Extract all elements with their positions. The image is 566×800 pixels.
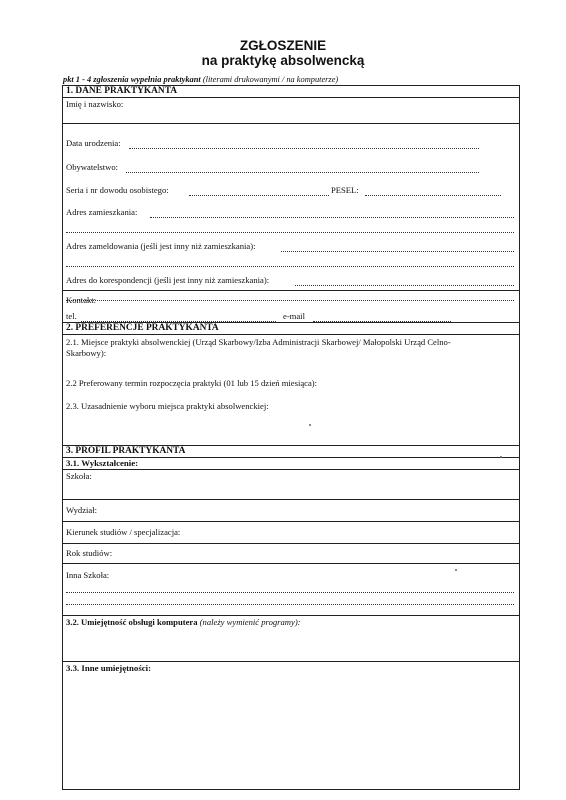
justification-label: 2.3. Uzasadnienie wyboru miejsca praktyki absolwenckiej: — [66, 401, 269, 411]
education-header-row — [63, 458, 519, 470]
school-row[interactable] — [63, 470, 519, 500]
start-date-label: 2.2 Preferowany termin rozpoczęcia praktyki (01 lub 15 dzień miesiąca): — [66, 378, 318, 388]
section-2-header-row — [63, 323, 519, 335]
email-label: e-mail — [283, 311, 305, 321]
other-school-field-line-2[interactable] — [66, 604, 514, 605]
contact-row — [63, 291, 519, 323]
instruction-rest: (literami drukowanymi / na komputerze) — [200, 75, 339, 84]
section-1-heading: 1. DANE PRAKTYKANTA — [66, 86, 178, 96]
year-row[interactable] — [63, 544, 519, 564]
education-heading: 3.1. Wykształcenie: — [66, 458, 139, 468]
registered-address-field-line-2[interactable] — [66, 266, 514, 267]
contact-label: Kontakt: — [66, 295, 97, 305]
email-field[interactable] — [313, 321, 451, 322]
year-label: Rok studiów: — [66, 548, 113, 558]
pesel-field[interactable] — [365, 195, 501, 196]
pesel-label: PESEL: — [331, 185, 359, 195]
field-of-study-row[interactable] — [63, 522, 519, 544]
section-1-header-row — [63, 86, 519, 98]
computer-skills-row[interactable] — [63, 616, 519, 662]
scan-speck — [455, 569, 457, 571]
place-label-line-2: Skarbowy): — [66, 348, 107, 358]
correspondence-address-field-line-1[interactable] — [295, 285, 514, 286]
id-number-field[interactable] — [189, 195, 329, 196]
citizenship-field[interactable] — [126, 172, 479, 173]
section-3-heading: 3. PROFIL PRAKTYKANTA — [66, 446, 186, 456]
filling-instruction — [63, 75, 338, 84]
other-skills-row[interactable] — [63, 662, 519, 789]
form-subtitle: na praktykę absolwencką — [201, 53, 365, 68]
section-3-header-row — [63, 446, 519, 458]
scan-speck — [500, 456, 502, 458]
dob-label: Data urodzenia: — [66, 138, 121, 148]
computer-skills-title — [66, 617, 301, 627]
instruction-bold: pkt 1 - 4 zgłoszenia wypełnia praktykant — [63, 75, 201, 84]
address-field-line-1[interactable] — [150, 217, 514, 218]
section-2-heading: 2. PREFERENCJE PRAKTYKANTA — [66, 323, 219, 333]
name-row[interactable] — [63, 98, 519, 124]
dob-field[interactable] — [129, 148, 479, 149]
form-title: ZGŁOSZENIE — [239, 38, 327, 53]
registered-address-field-line-1[interactable] — [281, 251, 514, 252]
application-form-table — [62, 85, 520, 790]
computer-skills-note: (należy wymienić programy): — [197, 617, 301, 627]
name-label: Imię i nazwisko: — [66, 99, 124, 109]
correspondence-address-label: Adres do korespondencji (jeśli jest inny niż zamieszkania): — [66, 275, 270, 285]
tel-label: tel. — [66, 311, 77, 321]
preferences-block[interactable] — [63, 335, 519, 446]
computer-skills-heading: 3.2. Umiejętność obsługi komputera — [66, 617, 198, 627]
faculty-row[interactable] — [63, 500, 519, 522]
address-field-line-2[interactable] — [66, 232, 514, 233]
other-school-label: Inna Szkoła: — [66, 570, 110, 580]
other-skills-heading: 3.3. Inne umiejętności: — [66, 663, 152, 673]
other-school-field-line-1[interactable] — [66, 592, 514, 593]
other-school-row — [63, 564, 519, 616]
id-label: Seria i nr dowodu osobistego: — [66, 185, 169, 195]
place-label-line-1: 2.1. Miejsce praktyki absolwenckiej (Urząd Skarbowy/Izba Administracji Skarbowej/ Małopolski Urząd Celno- — [66, 337, 451, 347]
registered-address-label: Adres zameldowania (jeśli jest inny niż zamieszkania): — [66, 241, 256, 251]
scan-speck — [309, 424, 311, 426]
address-label: Adres zamieszkania: — [66, 207, 138, 217]
citizenship-label: Obywatelstwo: — [66, 162, 119, 172]
tel-field[interactable] — [81, 321, 276, 322]
school-label: Szkoła: — [66, 471, 92, 481]
field-of-study-label: Kierunek studiów / specjalizacja: — [66, 527, 181, 537]
faculty-label: Wydział: — [66, 505, 97, 515]
